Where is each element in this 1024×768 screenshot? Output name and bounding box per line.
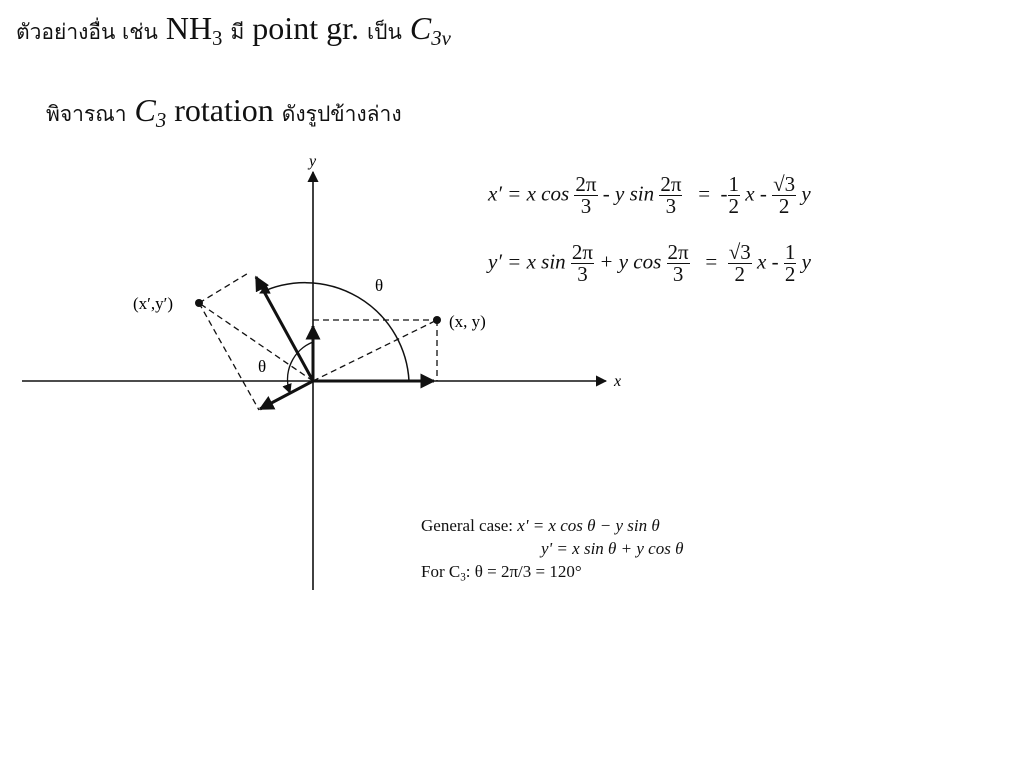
eq-x-equals: = [698, 181, 711, 206]
theta-arc-large [260, 283, 409, 381]
theta-label-small: θ [258, 357, 267, 376]
subheading-thai-as-below: ดังรูปข้างล่าง [281, 102, 402, 126]
eq-y-frac2: $\frac{2\pi}{3}$ [667, 240, 689, 286]
general-case-line1: General case: x' = x cos θ − y sin θ [421, 516, 660, 535]
eq-y-frac1: $\frac{2\pi}{3}$ [571, 240, 594, 286]
heading-molecule: $NH_3$ [165, 10, 223, 51]
general-case-block [421, 514, 683, 583]
construction-lines [199, 272, 437, 410]
eq-x-var2: y [801, 181, 811, 206]
point-original-label: (x, y) [449, 312, 486, 331]
eq-x-lhs: x′ = x cos [488, 181, 570, 206]
subheading-line [46, 92, 402, 131]
heading-line [16, 10, 451, 49]
general-case-line2: y' = x sin θ + y cos θ [541, 539, 684, 558]
eq-x-var1: x - [745, 181, 767, 206]
eq-y-var2: y [801, 249, 811, 274]
eq-y-equals: = [705, 249, 718, 274]
eq-x-frac1: $\frac{2\pi}{3}$ [575, 172, 597, 218]
subheading-thai-consider: พิจารณา [46, 102, 127, 126]
point-rotated [195, 299, 203, 307]
theta-arc-small [288, 342, 313, 393]
eq-y-var1: x - [757, 249, 779, 274]
point-original [433, 316, 441, 324]
point-rotated-label: (x′,y′) [133, 294, 174, 313]
x-axis-label: x [614, 373, 622, 390]
eq-y-lhs: y′ = x sin [488, 249, 566, 274]
heading-thai-has: มี [230, 20, 245, 44]
heading-thai-prefix: ตัวอย่างอื่น เช่น [16, 20, 158, 44]
eq-x-frac2: $\frac{2\pi}{3}$ [660, 172, 682, 218]
eq-x-mid: - y sin [602, 181, 655, 206]
eq-y-mid: + y cos [599, 249, 662, 274]
eq-x-c1: $\frac{1}{2}$ [728, 172, 740, 218]
subheading-rotation-text: rotation [174, 92, 274, 128]
heading-group-symbol: $C_{3v}$ [409, 10, 451, 51]
y-axis-label: y [309, 153, 317, 170]
vector-rotated-x [260, 381, 313, 409]
subheading-op-symbol: $C_3$ [134, 92, 167, 133]
eq-x-c2: $\frac{√3}{2}$ [773, 172, 796, 218]
theta-label-large: θ [375, 276, 384, 295]
heading-thai-is: เป็น [366, 20, 402, 44]
general-case-line3: For $C_3$: θ = 2π/3 = 120° [421, 562, 582, 584]
eq-y-c2: $\frac{1}{2}$ [784, 240, 796, 286]
eq-x-c1-sign: - [720, 181, 728, 206]
heading-point-group-text: point gr. [252, 10, 359, 46]
eq-y-c1: $\frac{√3}{2}$ [728, 240, 751, 286]
